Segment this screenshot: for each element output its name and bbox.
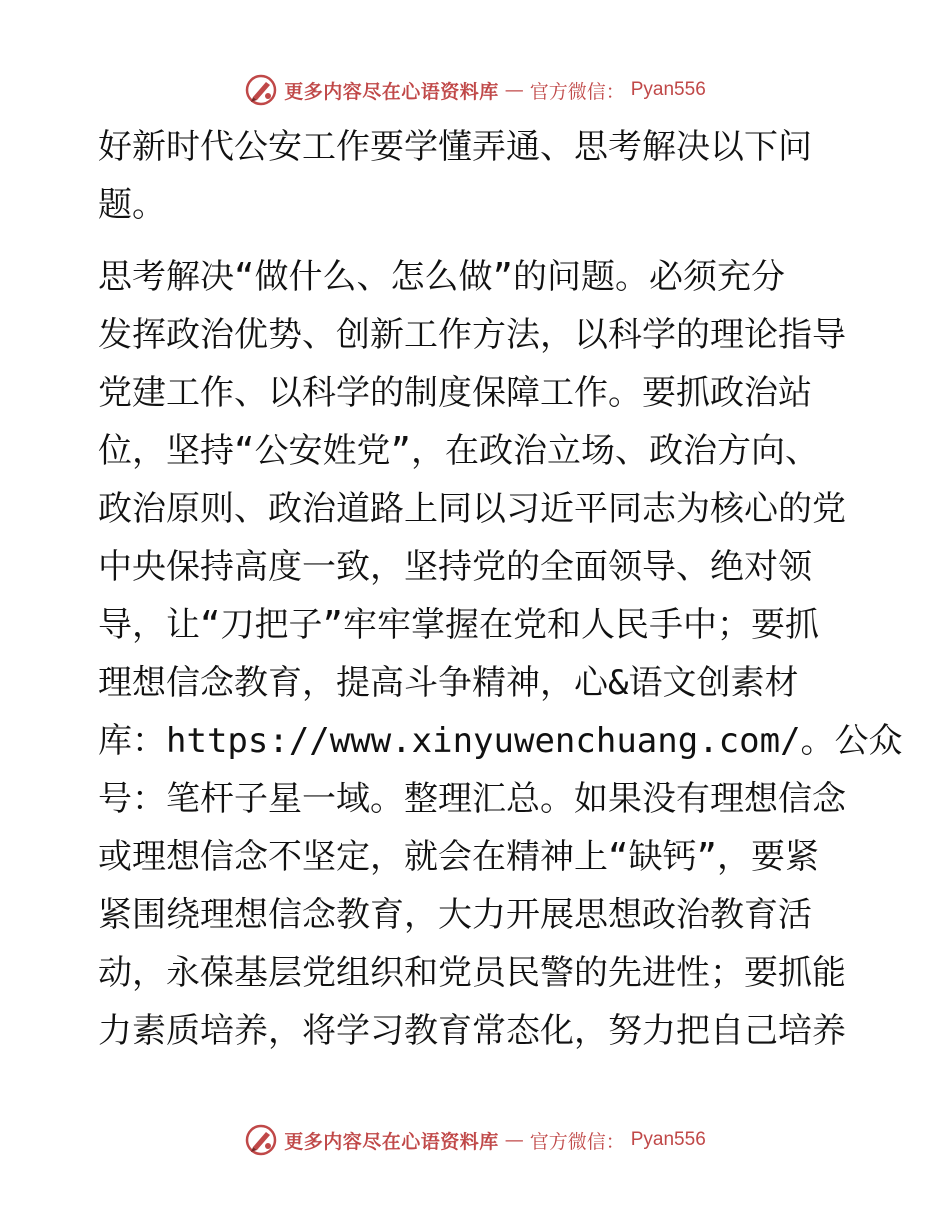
- text-line: 号：笔杆子星一域。整理汇总。如果没有理想信念: [98, 779, 846, 819]
- text-line: 好新时代公安工作要学懂弄通、思考解决以下问: [98, 127, 812, 167]
- footer-wechat-id: Pyan556: [630, 1129, 706, 1150]
- text-line: 理想信念教育，提高斗争精神，心&语文创素材: [98, 663, 799, 703]
- text-line: 政治原则、政治道路上同以习近平同志为核心的党: [98, 489, 846, 529]
- text-line: 党建工作、以科学的制度保障工作。要抓政治站: [98, 373, 812, 413]
- document-body: [98, 118, 903, 1060]
- footer-site-name: 更多内容尽在心语资料库: [284, 1130, 499, 1153]
- paragraph-2: [98, 248, 903, 1060]
- text-line: 紧围绕理想信念教育，大力开展思想政治教育活: [98, 895, 812, 935]
- footer-wechat-label: 官方微信：: [529, 1130, 625, 1153]
- header-wechat-id: Pyan556: [630, 79, 706, 100]
- text-line: 中央保持高度一致，坚持党的全面领导、绝对领: [98, 547, 812, 587]
- text-line: 位，坚持“公安姓党”，在政治立场、政治方向、: [98, 431, 819, 471]
- text-line: 动，永葆基层党组织和党员民警的先进性；要抓能: [98, 953, 846, 993]
- text-line: 题。: [98, 185, 166, 225]
- header-wechat-label: 官方微信：: [529, 80, 625, 103]
- paragraph-1: [98, 118, 858, 234]
- text-line: 发挥政治优势、创新工作方法，以科学的理论指导: [98, 315, 846, 355]
- footer-separator: —: [504, 1129, 524, 1151]
- pen-logo-icon: [244, 73, 278, 107]
- text-line: 力素质培养，将学习教育常态化，努力把自己培养: [98, 1011, 846, 1051]
- pen-logo-icon: [244, 1123, 278, 1157]
- paragraph-gap: [98, 234, 858, 248]
- header-banner: [0, 70, 950, 110]
- header-site-name: 更多内容尽在心语资料库: [284, 80, 499, 103]
- footer-banner: [0, 1120, 950, 1160]
- text-line: 导，让“刀把子”牢牢掌握在党和人民手中；要抓: [98, 605, 819, 645]
- text-line: 库：https://www.xinyuwenchuang.com/。公众: [98, 721, 903, 761]
- header-separator: —: [504, 79, 524, 101]
- text-line: 思考解决“做什么、怎么做”的问题。必须充分: [98, 257, 785, 297]
- text-line: 或理想信念不坚定，就会在精神上“缺钙”，要紧: [98, 837, 819, 877]
